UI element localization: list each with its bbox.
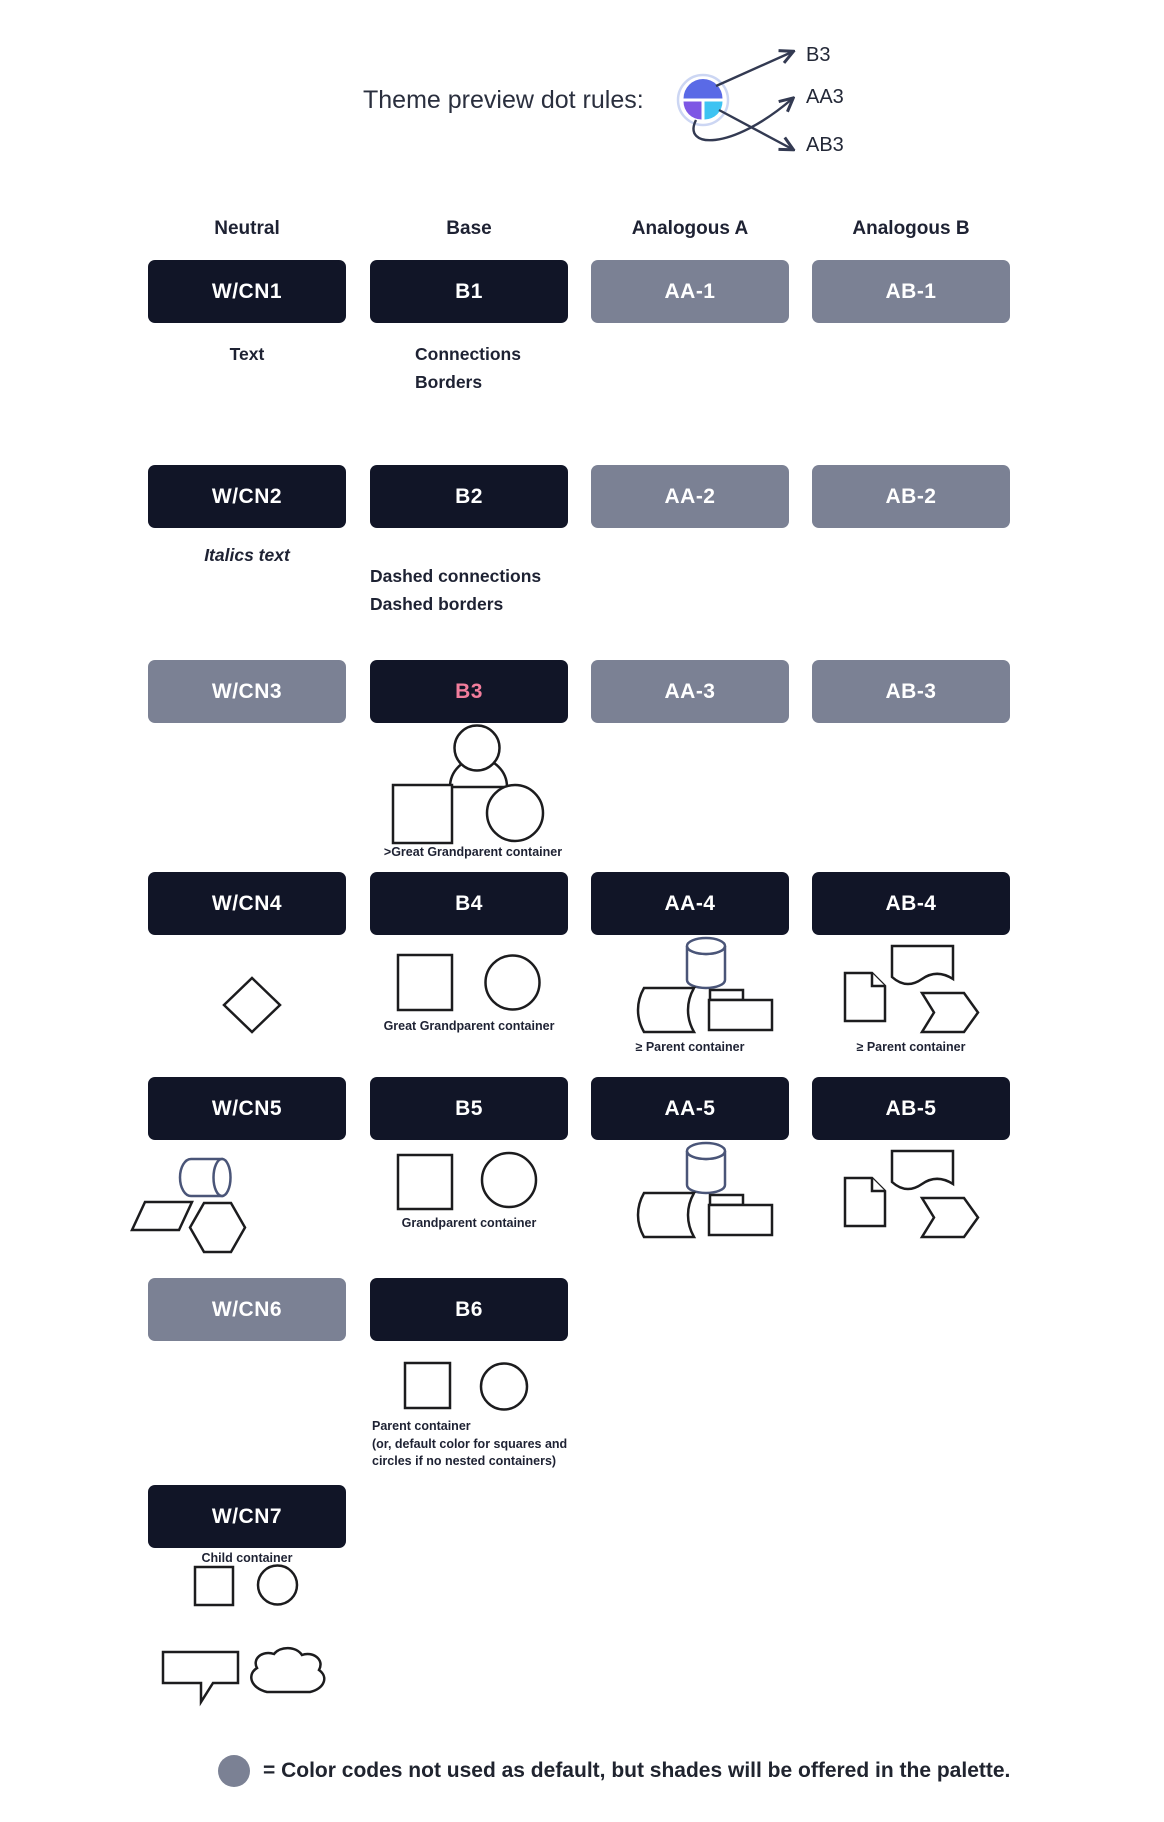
wavy-document-shape	[892, 946, 953, 984]
speech-bubble-shape	[163, 1652, 238, 1702]
page-title: Theme preview dot rules:	[363, 86, 644, 114]
square-shape	[393, 785, 452, 843]
cylinder-cap-icon	[214, 1159, 231, 1196]
swatch-w-cn6: W/CN6	[148, 1278, 346, 1341]
column-header-neutral: Neutral	[214, 218, 280, 239]
square-shape	[405, 1363, 450, 1408]
dot-label-b3: B3	[806, 44, 831, 66]
stored-data-shape	[638, 988, 694, 1032]
swatch-aa-1: AA-1	[591, 260, 789, 323]
note-italics-text: Italics text	[204, 545, 290, 565]
note-connections: Connections	[415, 344, 521, 364]
hexagon-shape	[190, 1203, 245, 1252]
chevron-banner-shape	[922, 1198, 978, 1237]
wavy-document-shape	[892, 1151, 953, 1189]
cloud-shape	[251, 1648, 324, 1692]
bubble-cloud-cluster	[155, 1640, 335, 1710]
swatch-aa-5: AA-5	[591, 1077, 789, 1140]
note-b6-line3: circles if no nested containers)	[372, 1454, 557, 1468]
swatch-w-cn3: W/CN3	[148, 660, 346, 723]
tabbed-card-shape	[709, 1000, 772, 1030]
column-header-analogous-b: Analogous B	[852, 218, 970, 239]
page-dogear-fold-icon	[872, 973, 885, 986]
cylinder-top-icon	[687, 1143, 725, 1159]
swatch-b2: B2	[370, 465, 568, 528]
swatch-b6: B6	[370, 1278, 568, 1341]
aa4-shape-cluster	[630, 930, 780, 1040]
swatch-b1: B1	[370, 260, 568, 323]
circle-shape	[258, 1566, 297, 1605]
swatch-w-cn2: W/CN2	[148, 465, 346, 528]
note-b3: >Great Grandparent container	[383, 845, 563, 859]
note-b4: Great Grandparent container	[383, 1019, 555, 1033]
swatch-aa-2: AA-2	[591, 465, 789, 528]
parallelogram-shape	[132, 1202, 192, 1230]
swatch-ab-4: AB-4	[812, 872, 1010, 935]
swatch-ab-3: AB-3	[812, 660, 1010, 723]
swatch-ab-5: AB-5	[812, 1077, 1010, 1140]
note-b6-line1: Parent container	[372, 1419, 471, 1433]
dot-label-aa3: AA3	[806, 86, 844, 108]
wcn5-shape-cluster	[120, 1150, 260, 1260]
chevron-banner-shape	[922, 993, 978, 1032]
column-header-analogous-a: Analogous A	[631, 218, 749, 239]
legend-text: = Color codes not used as default, but shades will be offered in the palette.	[263, 1759, 1011, 1782]
swatch-b5: B5	[370, 1077, 568, 1140]
wcn7-shape-cluster	[188, 1560, 308, 1610]
note-b5: Grandparent container	[401, 1216, 537, 1230]
swatch-b4: B4	[370, 872, 568, 935]
square-shape	[398, 1155, 452, 1209]
b6-shape-cluster	[398, 1356, 538, 1414]
wcn4-shape-cluster	[218, 976, 288, 1036]
arrow-to-ab3	[719, 110, 792, 149]
swatch-aa-3: AA-3	[591, 660, 789, 723]
aa5-shape-cluster	[630, 1135, 780, 1245]
circle-shape	[487, 785, 543, 841]
b4-shape-cluster	[390, 948, 550, 1018]
circle-shape	[481, 1364, 527, 1410]
swatch-aa-4: AA-4	[591, 872, 789, 935]
circle-shape	[482, 1153, 536, 1207]
stored-data-shape	[638, 1193, 694, 1237]
legend-dot	[218, 1755, 250, 1787]
note-dashed-connections: Dashed connections	[370, 566, 542, 586]
swatch-ab-1: AB-1	[812, 260, 1010, 323]
swatch-w-cn1: W/CN1	[148, 260, 346, 323]
person-head-icon	[455, 726, 500, 771]
column-header-base: Base	[446, 218, 492, 239]
tabbed-card-tab-icon	[710, 990, 743, 1000]
dot-label-ab3: AB3	[806, 134, 844, 156]
note-dashed-borders: Dashed borders	[370, 594, 504, 614]
swatch-w-cn4: W/CN4	[148, 872, 346, 935]
square-shape	[195, 1567, 233, 1605]
note-text: Text	[229, 344, 265, 364]
cylinder-top-icon	[687, 938, 725, 954]
tabbed-card-shape	[709, 1205, 772, 1235]
note-aa4: ≥ Parent container	[635, 1040, 745, 1054]
diamond-shape	[224, 978, 280, 1032]
note-b6-line2: (or, default color for squares and	[372, 1437, 568, 1451]
ab5-shape-cluster	[835, 1143, 990, 1263]
b3-shape-cluster	[368, 718, 578, 848]
note-ab4: ≥ Parent container	[856, 1040, 966, 1054]
circle-shape	[486, 956, 540, 1010]
b5-shape-cluster	[390, 1148, 550, 1218]
square-shape	[398, 955, 452, 1010]
swatch-b3	[370, 660, 568, 723]
swatch-w-cn5: W/CN5	[148, 1077, 346, 1140]
swatch-w-cn7: W/CN7	[148, 1485, 346, 1548]
note-borders: Borders	[415, 372, 483, 392]
swatch-ab-2: AB-2	[812, 465, 1010, 528]
tabbed-card-tab-icon	[710, 1195, 743, 1205]
note-wcn7: Child container	[201, 1551, 293, 1565]
arrow-to-b3	[716, 52, 792, 86]
swatch-b3-label: B3	[455, 680, 483, 703]
